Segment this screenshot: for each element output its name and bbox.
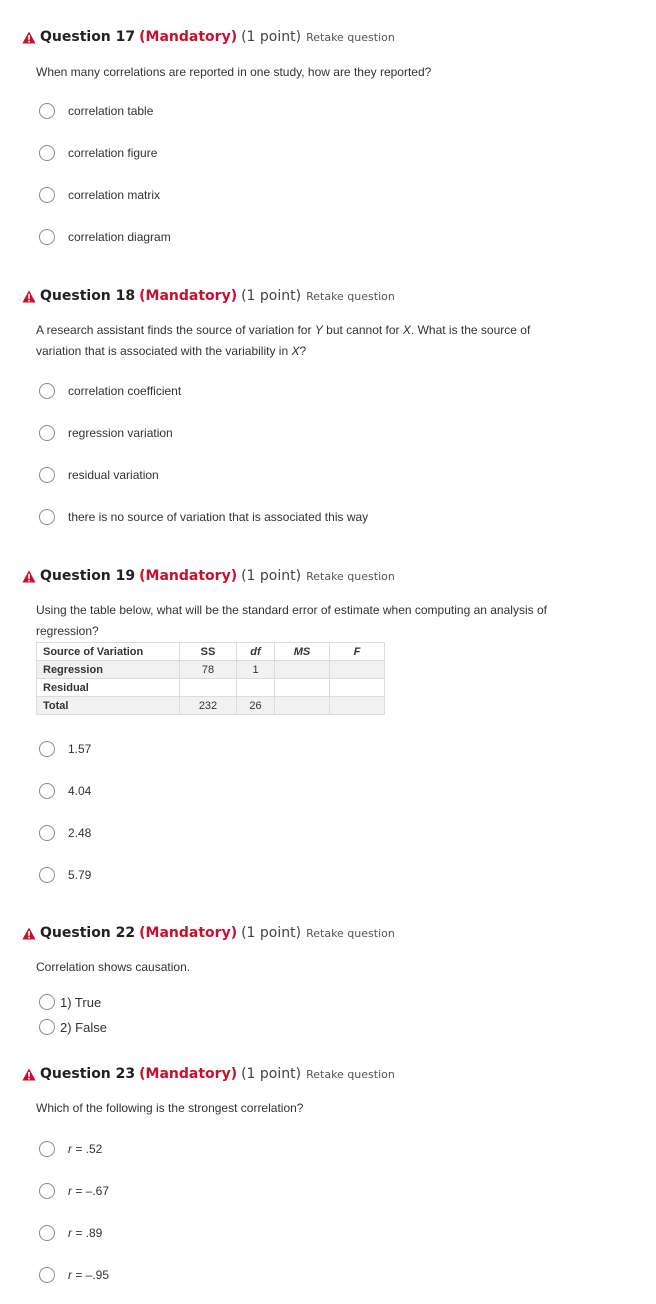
option-value: = –.95	[72, 1268, 110, 1282]
text-part: A research assistant finds the source of variation for	[36, 323, 315, 337]
mandatory-label: (Mandatory)	[139, 29, 238, 45]
option-1-57[interactable]	[39, 739, 91, 759]
question-17-header	[22, 26, 395, 48]
radio-button[interactable]	[39, 1019, 55, 1035]
radio-button[interactable]	[39, 145, 55, 161]
header-text: df	[250, 645, 261, 658]
table-header	[180, 643, 237, 661]
radio-button[interactable]	[39, 383, 55, 399]
question-22-header	[22, 922, 395, 944]
points-label: (1 point)	[241, 29, 302, 45]
radio-button[interactable]	[39, 825, 55, 841]
option-value: = .52	[72, 1142, 103, 1156]
variable-x: X	[291, 344, 300, 358]
variable-y: Y	[314, 323, 323, 337]
text-part: ?	[299, 344, 307, 358]
text-part: but cannot for	[322, 323, 403, 337]
header-text: MS	[293, 645, 311, 658]
table-cell	[275, 679, 330, 697]
option-regression-variation[interactable]	[39, 423, 173, 443]
option-true[interactable]	[39, 992, 101, 1012]
question-23-text: Which of the following is the strongest correlation?	[36, 1101, 304, 1115]
variable-r: r	[68, 1184, 72, 1198]
question-title: Question 23	[40, 1066, 136, 1082]
option-label: 5.79	[68, 868, 92, 882]
radio-button[interactable]	[39, 741, 55, 757]
header-text: SS	[200, 645, 216, 658]
variable-r: r	[68, 1268, 72, 1282]
option-r-052[interactable]	[39, 1139, 102, 1159]
option-correlation-table[interactable]	[39, 101, 153, 121]
option-r-neg095[interactable]	[39, 1265, 109, 1285]
text-part: . What is the source of	[410, 323, 531, 337]
radio-button[interactable]	[39, 1225, 55, 1241]
text-line: Using the table below, what will be the standard error of estimate when computing an analysis of	[36, 603, 547, 617]
option-label: regression variation	[68, 426, 173, 440]
table-cell: Total	[37, 697, 180, 715]
option-label: correlation table	[68, 104, 154, 118]
mandatory-label: (Mandatory)	[139, 925, 238, 941]
question-17-text: When many correlations are reported in one study, how are they reported?	[36, 65, 432, 79]
option-correlation-figure[interactable]	[39, 143, 157, 163]
table-row	[37, 661, 385, 679]
radio-button[interactable]	[39, 994, 55, 1010]
question-22-text: Correlation shows causation.	[36, 960, 191, 974]
table-row	[37, 697, 385, 715]
radio-button[interactable]	[39, 229, 55, 245]
header-text: F	[353, 645, 361, 658]
option-correlation-coefficient[interactable]	[39, 381, 181, 401]
option-label: correlation figure	[68, 146, 158, 160]
table-header-row	[37, 643, 385, 661]
option-residual-variation[interactable]	[39, 465, 159, 485]
variable-r: r	[68, 1226, 72, 1240]
question-18-header	[22, 285, 395, 307]
option-label: there is no source of variation that is associated this way	[68, 510, 369, 524]
warning-icon	[22, 927, 36, 940]
retake-question-link[interactable]: Retake question	[306, 30, 395, 44]
table-header	[330, 643, 385, 661]
warning-icon	[22, 290, 36, 303]
mandatory-label: (Mandatory)	[139, 288, 238, 304]
question-title: Question 18	[40, 288, 136, 304]
option-correlation-matrix[interactable]	[39, 185, 160, 205]
warning-icon	[22, 1068, 36, 1081]
table-cell: 1	[237, 661, 275, 679]
warning-icon	[22, 570, 36, 583]
option-label: 4.04	[68, 784, 92, 798]
option-4-04[interactable]	[39, 781, 91, 801]
table-cell	[275, 661, 330, 679]
table-cell: Residual	[37, 679, 180, 697]
option-label	[68, 1142, 102, 1156]
table-header	[237, 643, 275, 661]
table-cell: 232	[180, 697, 237, 715]
option-label: 1) True	[60, 994, 102, 1010]
question-23-header	[22, 1063, 395, 1085]
radio-button[interactable]	[39, 783, 55, 799]
option-label: correlation coefficient	[68, 384, 182, 398]
question-title: Question 19	[40, 568, 136, 584]
option-5-79[interactable]	[39, 865, 91, 885]
anova-table	[36, 642, 385, 715]
question-19-header	[22, 565, 395, 587]
variable-r: r	[68, 1142, 72, 1156]
option-r-089[interactable]	[39, 1223, 102, 1243]
table-header: Source of Variation	[37, 643, 180, 661]
points-label: (1 point)	[241, 568, 302, 584]
warning-icon	[22, 31, 36, 44]
table-cell	[330, 679, 385, 697]
question-title: Question 17	[40, 29, 136, 45]
table-cell	[180, 679, 237, 697]
radio-button[interactable]	[39, 467, 55, 483]
table-header	[275, 643, 330, 661]
option-label: correlation diagram	[68, 230, 171, 244]
option-r-neg067[interactable]	[39, 1181, 109, 1201]
retake-question-link[interactable]: Retake question	[306, 569, 395, 583]
points-label: (1 point)	[241, 925, 302, 941]
question-title: Question 22	[40, 925, 136, 941]
table-cell	[330, 697, 385, 715]
variable-x: X	[402, 323, 411, 337]
radio-button[interactable]	[39, 187, 55, 203]
option-label: correlation matrix	[68, 188, 161, 202]
option-label	[68, 1268, 109, 1282]
retake-question-link[interactable]: Retake question	[306, 1067, 395, 1081]
option-value: = –.67	[72, 1184, 110, 1198]
option-2-48[interactable]	[39, 823, 91, 843]
retake-question-link[interactable]: Retake question	[306, 289, 395, 303]
option-correlation-diagram[interactable]	[39, 227, 171, 247]
points-label: (1 point)	[241, 288, 302, 304]
radio-button[interactable]	[39, 103, 55, 119]
mandatory-label: (Mandatory)	[139, 568, 238, 584]
question-18-text	[36, 320, 596, 362]
option-label: 1.57	[68, 742, 92, 756]
option-value: = .89	[72, 1226, 103, 1240]
points-label: (1 point)	[241, 1066, 302, 1082]
retake-question-link[interactable]: Retake question	[306, 926, 395, 940]
option-label	[68, 1226, 102, 1240]
radio-button[interactable]	[39, 1183, 55, 1199]
option-label	[68, 1184, 109, 1198]
radio-button[interactable]	[39, 1141, 55, 1157]
text-part: variation that is associated with the variability in	[36, 344, 292, 358]
table-cell: 78	[180, 661, 237, 679]
option-false[interactable]	[39, 1017, 107, 1037]
radio-button[interactable]	[39, 509, 55, 525]
mandatory-label: (Mandatory)	[139, 1066, 238, 1082]
radio-button[interactable]	[39, 425, 55, 441]
table-cell: 26	[237, 697, 275, 715]
question-19-text	[36, 600, 596, 642]
option-label: residual variation	[68, 468, 159, 482]
table-cell	[237, 679, 275, 697]
radio-button[interactable]	[39, 1267, 55, 1283]
table-cell	[275, 697, 330, 715]
table-cell: Regression	[37, 661, 180, 679]
table-row	[37, 679, 385, 697]
radio-button[interactable]	[39, 867, 55, 883]
option-no-source[interactable]	[39, 507, 368, 527]
option-label: 2.48	[68, 826, 92, 840]
table-cell	[330, 661, 385, 679]
text-line: regression?	[36, 624, 99, 638]
option-label: 2) False	[60, 1019, 107, 1035]
